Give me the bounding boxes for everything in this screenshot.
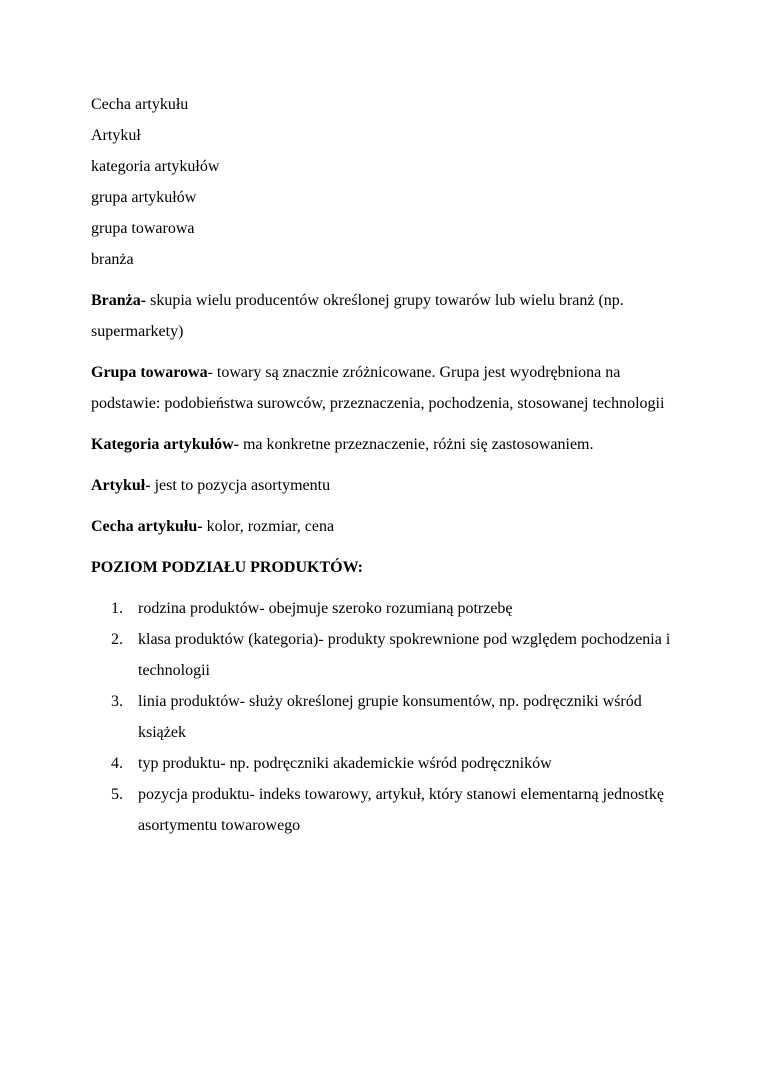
levels-list (91, 593, 681, 841)
definition-term: Artykuł- (91, 477, 151, 494)
definition-term: Cecha artykułu- (91, 518, 203, 535)
level-number: 4. (111, 755, 123, 772)
definition-grupa-towarowa (91, 357, 681, 419)
level-number: 1. (111, 600, 123, 617)
level-number: 3. (111, 693, 123, 710)
definition-term: Grupa towarowa (91, 364, 208, 381)
level-item (91, 748, 681, 779)
definition-branza (91, 285, 681, 347)
level-number: 2. (111, 631, 123, 648)
definition-cecha-artykulu (91, 511, 681, 542)
level-text: klasa produktów (kategoria)- produkty spokrewnione pod względem pochodzenia i technologii (138, 631, 671, 679)
definition-text: ma konkretne przeznaczenie, różni się zastosowaniem. (238, 436, 594, 453)
definition-text: skupia wielu producentów określonej grupy towarów lub wielu branż (np. supermarkety) (91, 292, 624, 340)
term-item: Artykuł (91, 127, 141, 144)
level-text: linia produktów- służy określonej grupie konsumentów, np. podręczniki wśród książek (138, 693, 642, 741)
definition-text: jest to pozycja asortymentu (150, 477, 331, 494)
definition-term: Kategoria artykułów- (91, 436, 239, 453)
definition-kategoria-artykulow (91, 429, 681, 460)
term-item: grupa towarowa (91, 220, 195, 237)
term-item: grupa artykułów (91, 189, 197, 206)
level-number: 5. (111, 786, 123, 803)
level-item (91, 779, 681, 841)
level-text: pozycja produktu- indeks towarowy, artykuł, który stanowi elementarną jednostkę asortymentu towarowego (138, 786, 664, 834)
term-list (91, 89, 681, 275)
level-text: typ produktu- np. podręczniki akademickie wśród podręczników (138, 755, 552, 772)
definition-text: - towary są znacznie zróżnicowane. Grupa jest wyodrębniona na podstawie: podobieństwa surowców, przeznaczenia, pochodzenia, stosowanej technologii (91, 364, 665, 412)
definition-artykul (91, 470, 681, 501)
definition-text: kolor, rozmiar, cena (202, 518, 335, 535)
term-item: kategoria artykułów (91, 158, 220, 175)
level-text: rodzina produktów- obejmuje szeroko rozumianą potrzebę (138, 600, 513, 617)
levels-heading: POZIOM PODZIAŁU PRODUKTÓW: (91, 559, 364, 576)
document-body (91, 89, 681, 841)
definition-term: Branża- (91, 292, 147, 309)
level-item (91, 593, 681, 624)
level-item (91, 686, 681, 748)
term-item: branża (91, 251, 134, 268)
level-item (91, 624, 681, 686)
term-item: Cecha artykułu (91, 96, 189, 113)
